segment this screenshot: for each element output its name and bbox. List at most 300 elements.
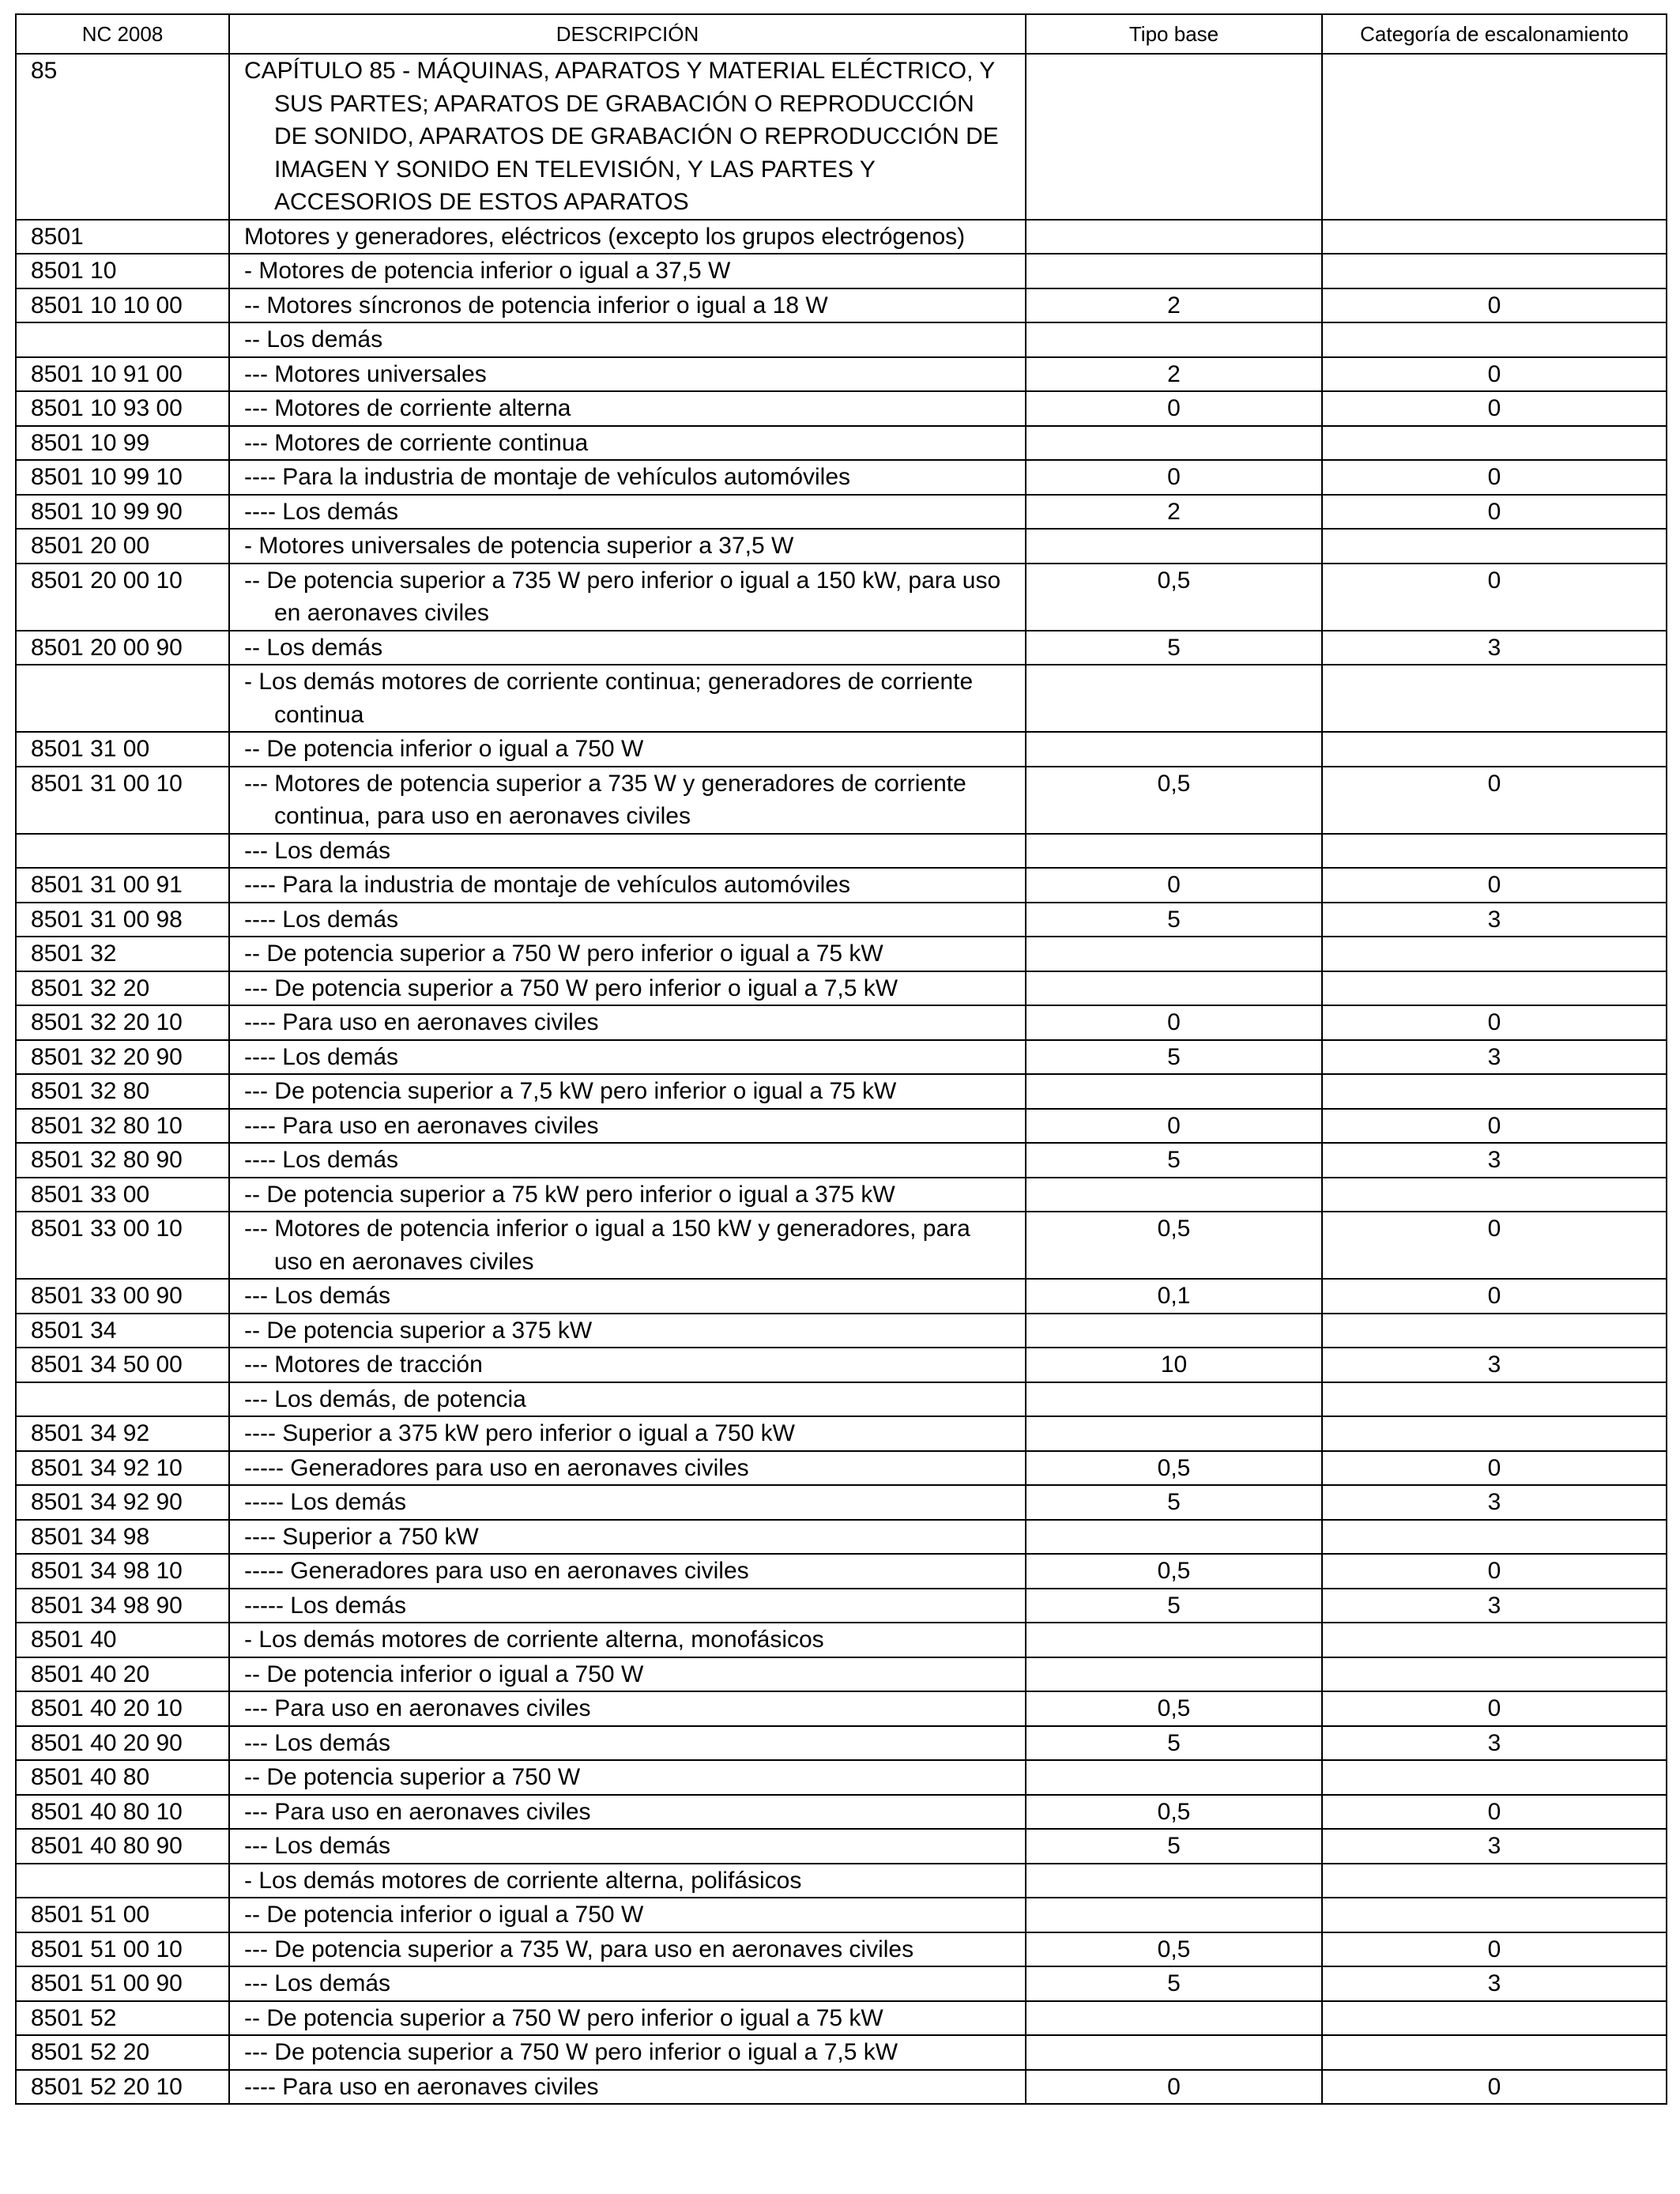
cell-base-rate bbox=[1026, 937, 1322, 971]
description-text: -- De potencia inferior o igual a 750 W bbox=[244, 1902, 644, 1928]
header-code: NC 2008 bbox=[16, 14, 229, 54]
description-text: --- De potencia superior a 735 W, para uso en aeronaves civiles bbox=[244, 1936, 914, 1962]
cell-description bbox=[229, 1178, 1026, 1212]
cell-base-rate: 5 bbox=[1026, 1829, 1322, 1864]
tariff-table bbox=[15, 13, 1667, 2105]
description-text: ----- Generadores para uso en aeronaves civiles bbox=[244, 1454, 749, 1481]
description-text: Motores y generadores, eléctricos (excepto los grupos electrógenos) bbox=[244, 223, 966, 250]
cell-code: 8501 32 80 bbox=[16, 1074, 229, 1109]
cell-description bbox=[229, 1932, 1026, 1967]
table-row bbox=[16, 1691, 1667, 1726]
description-text: --- Motores de potencia inferior o igual a 150 kW y generadores, para uso en aeronaves civiles bbox=[244, 1216, 970, 1275]
cell-description bbox=[229, 495, 1026, 530]
table-row bbox=[16, 460, 1667, 495]
cell-category: 0 bbox=[1322, 1279, 1667, 1314]
cell-base-rate: 0,1 bbox=[1026, 1279, 1322, 1314]
table-row bbox=[16, 2035, 1667, 2070]
cell-category bbox=[1322, 732, 1667, 767]
cell-code: 8501 33 00 90 bbox=[16, 1279, 229, 1314]
table-row bbox=[16, 1348, 1667, 1382]
table-row bbox=[16, 426, 1667, 461]
table-row bbox=[16, 1520, 1667, 1555]
cell-base-rate bbox=[1026, 2001, 1322, 2036]
description-text: --- Los demás bbox=[244, 1970, 391, 1996]
table-row bbox=[16, 732, 1667, 767]
cell-category: 0 bbox=[1322, 2070, 1667, 2105]
cell-base-rate bbox=[1026, 1760, 1322, 1795]
cell-description bbox=[229, 254, 1026, 288]
cell-code: 8501 40 80 90 bbox=[16, 1829, 229, 1864]
cell-category: 0 bbox=[1322, 1109, 1667, 1144]
cell-code: 8501 40 80 10 bbox=[16, 1795, 229, 1830]
header-base-rate: Tipo base bbox=[1026, 14, 1322, 54]
cell-code: 8501 10 91 00 bbox=[16, 357, 229, 392]
cell-code: 8501 52 bbox=[16, 2001, 229, 2036]
cell-category: 0 bbox=[1322, 1212, 1667, 1279]
cell-base-rate: 5 bbox=[1026, 631, 1322, 665]
cell-code: 8501 40 bbox=[16, 1623, 229, 1657]
cell-category bbox=[1322, 54, 1667, 220]
description-text: -- De potencia superior a 750 W pero inferior o igual a 75 kW bbox=[244, 2004, 883, 2031]
cell-category bbox=[1322, 1314, 1667, 1348]
cell-category: 0 bbox=[1322, 1554, 1667, 1589]
table-row bbox=[16, 1966, 1667, 2001]
cell-code: 8501 34 bbox=[16, 1314, 229, 1348]
cell-code: 8501 40 20 90 bbox=[16, 1726, 229, 1761]
cell-base-rate: 0,5 bbox=[1026, 767, 1322, 834]
cell-code bbox=[16, 322, 229, 357]
description-text: ----- Los demás bbox=[244, 1592, 407, 1619]
cell-description bbox=[229, 1691, 1026, 1726]
cell-description bbox=[229, 322, 1026, 357]
cell-category: 0 bbox=[1322, 288, 1667, 323]
cell-description bbox=[229, 1451, 1026, 1486]
cell-base-rate: 5 bbox=[1026, 1143, 1322, 1178]
description-text: --- Motores universales bbox=[244, 360, 487, 387]
table-row bbox=[16, 767, 1667, 834]
cell-code: 8501 31 00 bbox=[16, 732, 229, 767]
cell-category bbox=[1322, 1898, 1667, 1932]
description-text: ---- Superior a 750 kW bbox=[244, 1523, 479, 1550]
cell-description bbox=[229, 665, 1026, 732]
cell-code: 8501 32 20 bbox=[16, 971, 229, 1006]
cell-category bbox=[1322, 426, 1667, 461]
table-row bbox=[16, 1178, 1667, 1212]
cell-category: 0 bbox=[1322, 767, 1667, 834]
table-row bbox=[16, 322, 1667, 357]
cell-description bbox=[229, 220, 1026, 254]
table-row bbox=[16, 1212, 1667, 1279]
table-row bbox=[16, 1040, 1667, 1075]
cell-base-rate bbox=[1026, 220, 1322, 254]
cell-category bbox=[1322, 1382, 1667, 1417]
cell-code: 8501 34 92 bbox=[16, 1416, 229, 1451]
cell-code bbox=[16, 1382, 229, 1417]
description-text: -- Motores síncronos de potencia inferior o igual a 18 W bbox=[244, 292, 828, 319]
cell-code: 8501 34 98 90 bbox=[16, 1589, 229, 1623]
table-row bbox=[16, 1795, 1667, 1830]
description-text: --- Motores de potencia superior a 735 W y generadores de corriente continua, para uso en aeronaves civiles bbox=[244, 770, 966, 829]
table-row bbox=[16, 2001, 1667, 2036]
cell-category bbox=[1322, 2035, 1667, 2070]
cell-category: 3 bbox=[1322, 1485, 1667, 1520]
description-text: - Los demás motores de corriente continua; generadores de corriente continua bbox=[244, 669, 974, 728]
table-row bbox=[16, 288, 1667, 323]
cell-category: 3 bbox=[1322, 1589, 1667, 1623]
cell-base-rate: 10 bbox=[1026, 1348, 1322, 1382]
cell-description bbox=[229, 1416, 1026, 1451]
description-text: --- De potencia superior a 750 W pero inferior o igual a 7,5 kW bbox=[244, 974, 898, 1001]
cell-code: 8501 40 20 10 bbox=[16, 1691, 229, 1726]
description-text: ----- Los demás bbox=[244, 1489, 407, 1515]
description-text: -- Los demás bbox=[244, 326, 383, 352]
table-row bbox=[16, 357, 1667, 392]
description-text: -- De potencia inferior o igual a 750 W bbox=[244, 1661, 644, 1687]
cell-category: 3 bbox=[1322, 1829, 1667, 1864]
cell-base-rate: 2 bbox=[1026, 288, 1322, 323]
cell-base-rate: 5 bbox=[1026, 903, 1322, 937]
cell-base-rate: 0 bbox=[1026, 391, 1322, 426]
description-text: -- De potencia superior a 75 kW pero inferior o igual a 375 kW bbox=[244, 1181, 895, 1208]
cell-category bbox=[1322, 1864, 1667, 1898]
cell-base-rate bbox=[1026, 1864, 1322, 1898]
cell-description bbox=[229, 1966, 1026, 2001]
cell-code: 8501 32 20 90 bbox=[16, 1040, 229, 1075]
cell-base-rate bbox=[1026, 254, 1322, 288]
cell-code: 8501 20 00 90 bbox=[16, 631, 229, 665]
description-text: - Motores universales de potencia superior a 37,5 W bbox=[244, 533, 794, 559]
cell-base-rate: 5 bbox=[1026, 1726, 1322, 1761]
cell-description bbox=[229, 834, 1026, 869]
cell-description bbox=[229, 1760, 1026, 1795]
table-row bbox=[16, 1829, 1667, 1864]
cell-category bbox=[1322, 937, 1667, 971]
table-row bbox=[16, 391, 1667, 426]
cell-description bbox=[229, 391, 1026, 426]
description-text: -- De potencia superior a 735 W pero inferior o igual a 150 kW, para uso en aeronaves civiles bbox=[244, 567, 1001, 626]
cell-category bbox=[1322, 322, 1667, 357]
cell-description bbox=[229, 1726, 1026, 1761]
cell-code: 8501 33 00 bbox=[16, 1178, 229, 1212]
description-text: --- Los demás, de potencia bbox=[244, 1385, 526, 1412]
cell-description bbox=[229, 1074, 1026, 1109]
cell-code: 8501 52 20 bbox=[16, 2035, 229, 2070]
cell-description bbox=[229, 1898, 1026, 1932]
cell-base-rate bbox=[1026, 322, 1322, 357]
cell-category: 3 bbox=[1322, 903, 1667, 937]
table-row bbox=[16, 665, 1667, 732]
table-row bbox=[16, 834, 1667, 869]
cell-description bbox=[229, 1485, 1026, 1520]
cell-base-rate bbox=[1026, 1898, 1322, 1932]
cell-base-rate: 5 bbox=[1026, 1040, 1322, 1075]
cell-base-rate bbox=[1026, 1657, 1322, 1692]
cell-description bbox=[229, 288, 1026, 323]
cell-category: 0 bbox=[1322, 564, 1667, 631]
table-row bbox=[16, 1314, 1667, 1348]
cell-description bbox=[229, 937, 1026, 971]
description-text: - Motores de potencia inferior o igual a 37,5 W bbox=[244, 258, 731, 284]
table-row bbox=[16, 1451, 1667, 1486]
cell-description bbox=[229, 529, 1026, 564]
table-row bbox=[16, 1932, 1667, 1967]
cell-base-rate: 0,5 bbox=[1026, 1554, 1322, 1589]
cell-base-rate: 0,5 bbox=[1026, 1795, 1322, 1830]
description-text: ----- Generadores para uso en aeronaves civiles bbox=[244, 1558, 749, 1584]
table-row bbox=[16, 1416, 1667, 1451]
table-row bbox=[16, 495, 1667, 530]
description-text: ---- Para la industria de montaje de vehículos automóviles bbox=[244, 872, 851, 898]
description-text: -- De potencia superior a 750 W pero inferior o igual a 75 kW bbox=[244, 941, 883, 967]
table-body bbox=[16, 54, 1667, 2104]
cell-base-rate bbox=[1026, 1178, 1322, 1212]
header-description: DESCRIPCIÓN bbox=[229, 14, 1026, 54]
cell-category bbox=[1322, 1178, 1667, 1212]
description-text: --- De potencia superior a 750 W pero inferior o igual a 7,5 kW bbox=[244, 2039, 898, 2065]
table-row bbox=[16, 1074, 1667, 1109]
cell-code: 8501 40 20 bbox=[16, 1657, 229, 1692]
cell-base-rate bbox=[1026, 1074, 1322, 1109]
cell-base-rate: 0 bbox=[1026, 1005, 1322, 1040]
cell-category: 0 bbox=[1322, 460, 1667, 495]
cell-base-rate bbox=[1026, 732, 1322, 767]
cell-description bbox=[229, 2035, 1026, 2070]
description-text: ---- Para la industria de montaje de vehículos automóviles bbox=[244, 464, 851, 490]
cell-description bbox=[229, 903, 1026, 937]
table-row bbox=[16, 2070, 1667, 2105]
table-row bbox=[16, 1589, 1667, 1623]
cell-code: 8501 40 80 bbox=[16, 1760, 229, 1795]
table-row bbox=[16, 1657, 1667, 1692]
cell-category bbox=[1322, 834, 1667, 869]
cell-base-rate: 5 bbox=[1026, 1485, 1322, 1520]
cell-code: 8501 51 00 10 bbox=[16, 1932, 229, 1967]
description-text: --- Los demás bbox=[244, 837, 391, 864]
cell-code: 8501 32 80 90 bbox=[16, 1143, 229, 1178]
cell-category: 3 bbox=[1322, 1040, 1667, 1075]
cell-category: 3 bbox=[1322, 1726, 1667, 1761]
cell-description bbox=[229, 868, 1026, 903]
cell-base-rate: 5 bbox=[1026, 1966, 1322, 2001]
cell-description bbox=[229, 971, 1026, 1006]
table-row bbox=[16, 564, 1667, 631]
cell-category: 0 bbox=[1322, 868, 1667, 903]
cell-description bbox=[229, 1520, 1026, 1555]
cell-category: 0 bbox=[1322, 1932, 1667, 1967]
description-text: ---- Para uso en aeronaves civiles bbox=[244, 2073, 599, 2100]
cell-base-rate bbox=[1026, 1623, 1322, 1657]
table-row bbox=[16, 220, 1667, 254]
cell-code: 8501 32 20 10 bbox=[16, 1005, 229, 1040]
table-row bbox=[16, 1898, 1667, 1932]
cell-category bbox=[1322, 254, 1667, 288]
document-page bbox=[15, 13, 1666, 2105]
cell-base-rate: 0,5 bbox=[1026, 1451, 1322, 1486]
cell-description bbox=[229, 1143, 1026, 1178]
cell-category: 0 bbox=[1322, 391, 1667, 426]
table-row bbox=[16, 1005, 1667, 1040]
table-row bbox=[16, 1485, 1667, 1520]
cell-code: 8501 34 50 00 bbox=[16, 1348, 229, 1382]
cell-description bbox=[229, 1382, 1026, 1417]
cell-description bbox=[229, 1040, 1026, 1075]
cell-code: 8501 31 00 10 bbox=[16, 767, 229, 834]
description-text: -- De potencia superior a 375 kW bbox=[244, 1317, 593, 1344]
cell-code: 8501 34 92 10 bbox=[16, 1451, 229, 1486]
table-row bbox=[16, 937, 1667, 971]
cell-base-rate bbox=[1026, 1520, 1322, 1555]
description-text: ---- Superior a 375 kW pero inferior o igual a 750 kW bbox=[244, 1420, 795, 1446]
table-row bbox=[16, 1623, 1667, 1657]
cell-code: 8501 10 bbox=[16, 254, 229, 288]
cell-description bbox=[229, 1864, 1026, 1898]
cell-category bbox=[1322, 1657, 1667, 1692]
table-row bbox=[16, 254, 1667, 288]
cell-base-rate bbox=[1026, 1416, 1322, 1451]
cell-description bbox=[229, 767, 1026, 834]
cell-code: 8501 32 80 10 bbox=[16, 1109, 229, 1144]
description-text: ---- Para uso en aeronaves civiles bbox=[244, 1009, 599, 1035]
cell-category bbox=[1322, 665, 1667, 732]
cell-base-rate bbox=[1026, 834, 1322, 869]
description-text: --- De potencia superior a 7,5 kW pero inferior o igual a 75 kW bbox=[244, 1078, 897, 1104]
cell-description bbox=[229, 1589, 1026, 1623]
cell-description bbox=[229, 1795, 1026, 1830]
cell-code: 8501 20 00 10 bbox=[16, 564, 229, 631]
cell-category bbox=[1322, 1074, 1667, 1109]
cell-code: 8501 33 00 10 bbox=[16, 1212, 229, 1279]
cell-code: 8501 34 98 bbox=[16, 1520, 229, 1555]
description-text: - Los demás motores de corriente alterna, monofásicos bbox=[244, 1627, 824, 1653]
cell-category: 0 bbox=[1322, 1451, 1667, 1486]
cell-description bbox=[229, 1348, 1026, 1382]
table-row bbox=[16, 1760, 1667, 1795]
cell-category: 0 bbox=[1322, 1005, 1667, 1040]
cell-category bbox=[1322, 1760, 1667, 1795]
cell-code: 8501 10 10 00 bbox=[16, 288, 229, 323]
table-row bbox=[16, 868, 1667, 903]
cell-description bbox=[229, 426, 1026, 461]
cell-base-rate bbox=[1026, 529, 1322, 564]
cell-code: 8501 20 00 bbox=[16, 529, 229, 564]
description-text: --- Los demás bbox=[244, 1729, 391, 1756]
cell-base-rate: 0,5 bbox=[1026, 564, 1322, 631]
cell-description bbox=[229, 54, 1026, 220]
description-text: ---- Los demás bbox=[244, 1147, 399, 1173]
cell-category: 0 bbox=[1322, 495, 1667, 530]
cell-description bbox=[229, 460, 1026, 495]
cell-code: 8501 34 92 90 bbox=[16, 1485, 229, 1520]
cell-category bbox=[1322, 971, 1667, 1006]
description-text: ---- Los demás bbox=[244, 906, 399, 933]
cell-category: 3 bbox=[1322, 631, 1667, 665]
cell-base-rate: 0,5 bbox=[1026, 1932, 1322, 1967]
table-row bbox=[16, 1279, 1667, 1314]
cell-description bbox=[229, 1212, 1026, 1279]
cell-base-rate bbox=[1026, 665, 1322, 732]
description-text: --- Los demás bbox=[244, 1283, 391, 1309]
cell-code: 8501 34 98 10 bbox=[16, 1554, 229, 1589]
cell-description bbox=[229, 1109, 1026, 1144]
cell-base-rate bbox=[1026, 426, 1322, 461]
table-row bbox=[16, 1143, 1667, 1178]
cell-description bbox=[229, 1829, 1026, 1864]
cell-category: 3 bbox=[1322, 1348, 1667, 1382]
cell-base-rate: 5 bbox=[1026, 1589, 1322, 1623]
cell-category: 3 bbox=[1322, 1143, 1667, 1178]
cell-category bbox=[1322, 1520, 1667, 1555]
cell-code: 8501 51 00 90 bbox=[16, 1966, 229, 2001]
header-category: Categoría de escalonamiento bbox=[1322, 14, 1667, 54]
description-text: --- Motores de tracción bbox=[244, 1351, 483, 1378]
cell-code bbox=[16, 1864, 229, 1898]
description-text: --- Motores de corriente continua bbox=[244, 429, 589, 456]
cell-description bbox=[229, 631, 1026, 665]
description-text: -- De potencia superior a 750 W bbox=[244, 1764, 581, 1790]
cell-category: 0 bbox=[1322, 357, 1667, 392]
cell-code: 8501 31 00 98 bbox=[16, 903, 229, 937]
cell-base-rate: 2 bbox=[1026, 495, 1322, 530]
table-row bbox=[16, 1726, 1667, 1761]
cell-base-rate bbox=[1026, 971, 1322, 1006]
description-text: -- Los demás bbox=[244, 634, 383, 661]
cell-code: 8501 51 00 bbox=[16, 1898, 229, 1932]
cell-description bbox=[229, 1623, 1026, 1657]
cell-description bbox=[229, 1554, 1026, 1589]
cell-category bbox=[1322, 1623, 1667, 1657]
cell-category bbox=[1322, 1416, 1667, 1451]
cell-base-rate bbox=[1026, 1314, 1322, 1348]
cell-base-rate: 0 bbox=[1026, 460, 1322, 495]
cell-category bbox=[1322, 529, 1667, 564]
cell-code: 8501 32 bbox=[16, 937, 229, 971]
cell-code: 8501 31 00 91 bbox=[16, 868, 229, 903]
cell-description bbox=[229, 1314, 1026, 1348]
cell-base-rate bbox=[1026, 54, 1322, 220]
cell-category bbox=[1322, 2001, 1667, 2036]
cell-base-rate: 2 bbox=[1026, 357, 1322, 392]
table-row bbox=[16, 529, 1667, 564]
cell-code: 85 bbox=[16, 54, 229, 220]
cell-code bbox=[16, 834, 229, 869]
table-row bbox=[16, 1864, 1667, 1898]
description-text: --- Para uso en aeronaves civiles bbox=[244, 1695, 591, 1721]
description-text: CAPÍTULO 85 - MÁQUINAS, APARATOS Y MATERIAL ELÉCTRICO, Y SUS PARTES; APARATOS DE GRABACIÓN O REPRODUCCIÓN DE SONIDO, APARATOS DE GRABACIÓN O REPRODUCCIÓN DE IMAGEN Y SONIDO EN TELEVISIÓN, Y LAS PARTES Y ACCESORIOS DE ESTOS APARATOS bbox=[244, 58, 999, 215]
cell-base-rate: 0,5 bbox=[1026, 1691, 1322, 1726]
cell-description bbox=[229, 1005, 1026, 1040]
table-row bbox=[16, 1382, 1667, 1417]
cell-description bbox=[229, 1657, 1026, 1692]
cell-base-rate: 0,5 bbox=[1026, 1212, 1322, 1279]
cell-code: 8501 10 99 90 bbox=[16, 495, 229, 530]
cell-category bbox=[1322, 220, 1667, 254]
cell-description bbox=[229, 357, 1026, 392]
cell-code: 8501 bbox=[16, 220, 229, 254]
table-row bbox=[16, 1109, 1667, 1144]
cell-description bbox=[229, 2070, 1026, 2105]
cell-category: 3 bbox=[1322, 1966, 1667, 2001]
cell-description bbox=[229, 564, 1026, 631]
cell-description bbox=[229, 732, 1026, 767]
cell-base-rate bbox=[1026, 2035, 1322, 2070]
description-text: --- Los demás bbox=[244, 1833, 391, 1859]
cell-base-rate bbox=[1026, 1382, 1322, 1417]
description-text: --- Motores de corriente alterna bbox=[244, 395, 571, 421]
cell-description bbox=[229, 1279, 1026, 1314]
cell-category: 0 bbox=[1322, 1795, 1667, 1830]
cell-code: 8501 10 93 00 bbox=[16, 391, 229, 426]
cell-code: 8501 10 99 10 bbox=[16, 460, 229, 495]
